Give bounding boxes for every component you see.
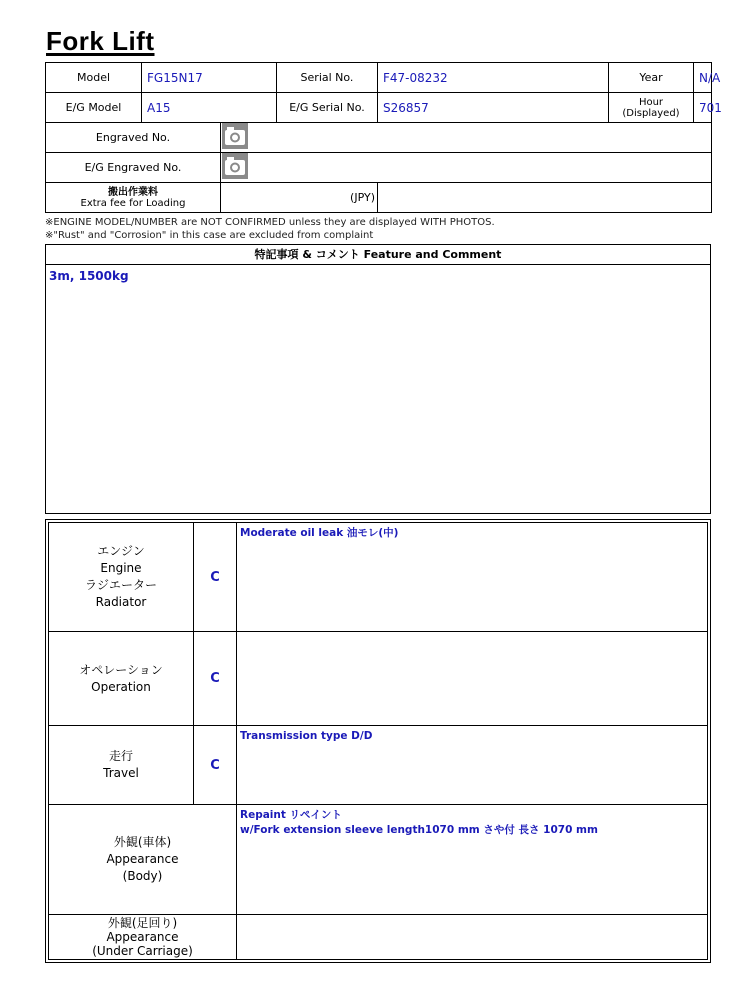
- engine-label: [49, 523, 194, 632]
- travel-label: [49, 726, 194, 805]
- engine-label-en: Engine: [100, 561, 142, 575]
- appearance-body-label-jp: 外観(車体): [113, 835, 172, 849]
- hour-label-line1: Hour: [638, 96, 664, 108]
- inspection-table: [48, 522, 708, 960]
- spec-row-fee: [46, 183, 712, 213]
- inspection-row-engine: [49, 523, 708, 632]
- fee-label-en: Extra fee for Loading: [80, 197, 186, 209]
- fee-currency: [221, 183, 378, 213]
- operation-comment: [237, 632, 708, 726]
- fee-currency-text: (JPY): [350, 191, 375, 204]
- eg-serial-label: E/G Serial No.: [277, 93, 378, 123]
- spec-row-eg: [46, 93, 712, 123]
- inspection-row-appearance-under: [49, 915, 708, 960]
- feature-box: [45, 244, 711, 514]
- fee-label-jp: 搬出作業料: [108, 186, 158, 198]
- operation-label-en: Operation: [91, 679, 151, 694]
- eg-model-value: A15: [142, 93, 277, 123]
- appearance-under-comment: [237, 915, 708, 960]
- serial-value: F47-08232: [378, 63, 609, 93]
- disclaimer-notes: [45, 216, 495, 242]
- fee-label: [46, 183, 221, 213]
- appearance-body-comment-line2: w/Fork extension sleeve length1070 mm さや付 長さ 1070 mm: [240, 824, 598, 836]
- inspection-row-appearance-body: [49, 805, 708, 915]
- feature-header: 特記事項 & コメント Feature and Comment: [46, 245, 710, 265]
- operation-label: [49, 632, 194, 726]
- engraved-label: Engraved No.: [46, 123, 221, 153]
- appearance-under-label-en: Appearance: [106, 930, 179, 944]
- spec-table: [45, 62, 722, 213]
- operation-grade: C: [194, 632, 237, 726]
- radiator-label-jp: ラジエーター: [84, 578, 157, 592]
- inspection-row-operation: [49, 632, 708, 726]
- hour-label-line2: (Displayed): [622, 107, 680, 119]
- engraved-photo-cell: [221, 123, 712, 153]
- note-rust: ※"Rust" and "Corrosion" in this case are excluded from complaint: [45, 230, 374, 241]
- inspection-row-travel: [49, 726, 708, 805]
- eg-engraved-photo-cell: [221, 153, 712, 183]
- appearance-under-label-en-sub: (Under Carriage): [92, 944, 193, 958]
- travel-label-jp: 走行: [108, 749, 133, 763]
- serial-label: Serial No.: [277, 63, 378, 93]
- spec-row-eg-engraved: [46, 153, 712, 183]
- model-label: Model: [46, 63, 142, 93]
- travel-label-en: Travel: [103, 766, 139, 780]
- spec-row-model: [46, 63, 712, 93]
- engine-label-jp: エンジン: [97, 544, 145, 558]
- model-value: FG15N17: [142, 63, 277, 93]
- camera-icon[interactable]: [222, 153, 248, 182]
- appearance-body-label-en-sub: (Body): [122, 869, 163, 883]
- engine-comment: Moderate oil leak 油モレ(中): [237, 523, 708, 632]
- appearance-body-comment: [237, 805, 708, 915]
- spec-row-engraved: [46, 123, 712, 153]
- year-value: N/A: [694, 63, 712, 93]
- appearance-body-comment-line1: Repaint リペイント: [240, 809, 342, 821]
- appearance-body-label: [49, 805, 237, 915]
- hour-value: 701: [694, 93, 712, 123]
- engine-grade: C: [194, 523, 237, 632]
- travel-comment: Transmission type D/D: [237, 726, 708, 805]
- note-engine: ※ENGINE MODEL/NUMBER are NOT CONFIRMED unless they are displayed WITH PHOTOS.: [45, 217, 495, 228]
- radiator-label-en: Radiator: [95, 595, 147, 609]
- fee-value: [378, 183, 712, 213]
- appearance-under-label: [49, 915, 237, 960]
- page-title: Fork Lift: [46, 26, 155, 56]
- appearance-body-label-en: Appearance: [106, 852, 179, 866]
- hour-label: [609, 93, 694, 123]
- year-label: Year: [609, 63, 694, 93]
- inspection-panel: [45, 519, 711, 963]
- feature-comment: 3m, 1500kg: [49, 269, 129, 283]
- appearance-under-label-jp: 外観(足回り): [107, 916, 178, 930]
- operation-label-jp: オペレーション: [79, 662, 163, 677]
- eg-serial-value: S26857: [378, 93, 609, 123]
- travel-grade: C: [194, 726, 237, 805]
- eg-model-label: E/G Model: [46, 93, 142, 123]
- camera-icon[interactable]: [222, 123, 248, 152]
- eg-engraved-label: E/G Engraved No.: [46, 153, 221, 183]
